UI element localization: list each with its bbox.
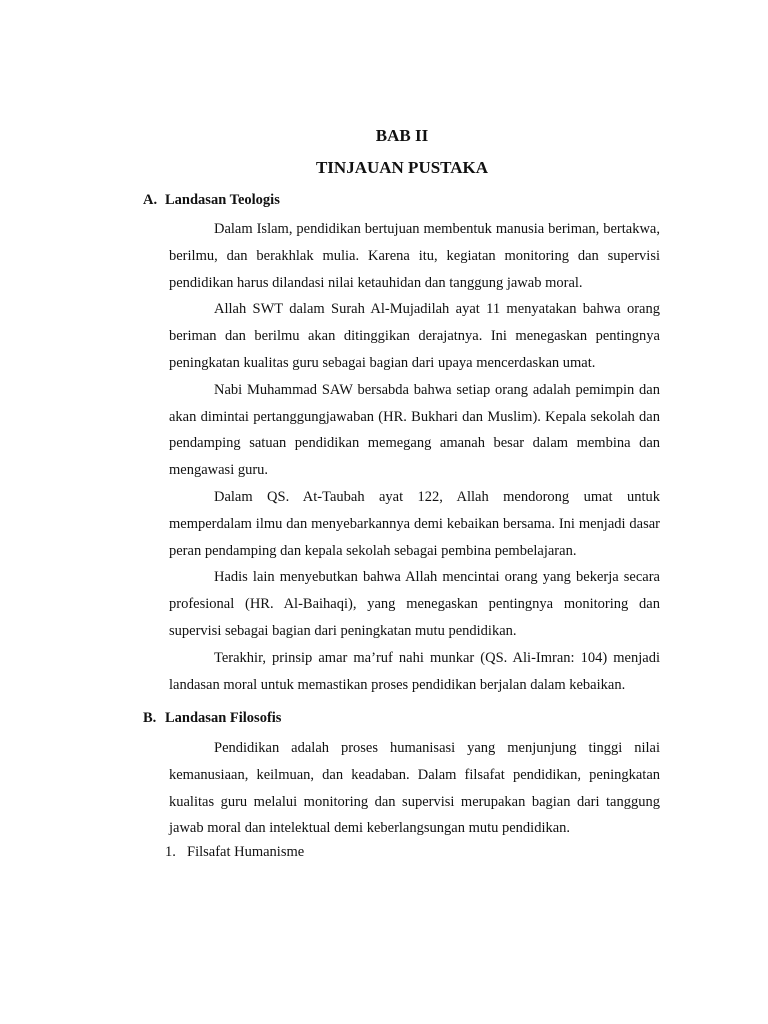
paragraph: Dalam QS. At-Taubah ayat 122, Allah mendorong umat untuk memperdalam ilmu dan menyebarkannya demi kebaikan bersama. Ini menjadi dasar peran pendamping dan kepala sekolah sebagai pembina pembelajaran. — [169, 488, 660, 559]
paragraph: Hadis lain menyebutkan bahwa Allah mencintai orang yang bekerja secara profesional (HR. Al-Baihaqi), yang menegaskan pentingnya monitoring dan supervisi sebagai bagian dari peningkatan mutu pendidikan. — [169, 569, 660, 639]
paragraph: Allah SWT dalam Surah Al-Mujadilah ayat 11 menyatakan bahwa orang beriman dan berilmu akan ditinggikan derajatnya. Ini menegaskan pentingnya peningkatan kualitas guru sebagai bagian dari upaya mencerdaskan umat. — [169, 301, 660, 371]
section-title: Landasan Teologis — [165, 192, 280, 208]
chapter-title: TINJAUAN PUSTAKA — [315, 158, 489, 177]
section-body-landasan-teologis — [169, 216, 660, 698]
list-item-filsafat-humanisme — [165, 842, 304, 862]
section-heading-landasan-filosofis — [143, 708, 281, 728]
list-item-number: 1. — [165, 844, 176, 860]
section-letter: A. — [143, 192, 158, 208]
section-letter: B. — [143, 710, 157, 726]
list-item-label: Filsafat Humanisme — [187, 844, 305, 860]
paragraph: Dalam Islam, pendidikan bertujuan membentuk manusia beriman, bertakwa, berilmu, dan berakhlak mulia. Karena itu, kegiatan monitoring dan supervisi pendidikan harus dilandasi nilai ketauhidan dan tanggung jawab moral. — [169, 221, 660, 291]
paragraph: Nabi Muhammad SAW bersabda bahwa setiap orang adalah pemimpin dan akan dimintai pertanggungjawaban (HR. Bukhari dan Muslim). Kepala sekolah dan pendamping satuan pendidikan memegang amanah besar dalam membina dan mengawasi guru. — [169, 381, 660, 479]
section-body-landasan-filosofis — [169, 735, 660, 842]
chapter-number: BAB II — [375, 126, 429, 145]
section-title: Landasan Filosofis — [165, 710, 282, 726]
paragraph: Pendidikan adalah proses humanisasi yang menjunjung tinggi nilai kemanusiaan, keilmuan, dan keadaban. Dalam filsafat pendidikan, peningkatan kualitas guru melalui monitoring dan supervisi merupakan bagian dari tanggung jawab moral dan intelektual demi keberlangsungan mutu pendidikan. — [169, 740, 660, 837]
paragraph: Terakhir, prinsip amar ma’ruf nahi munkar (QS. Ali-Imran: 104) menjadi landasan moral untuk memastikan proses pendidikan berjalan dalam kebaikan. — [169, 649, 660, 693]
section-heading-landasan-teologis — [143, 190, 280, 210]
